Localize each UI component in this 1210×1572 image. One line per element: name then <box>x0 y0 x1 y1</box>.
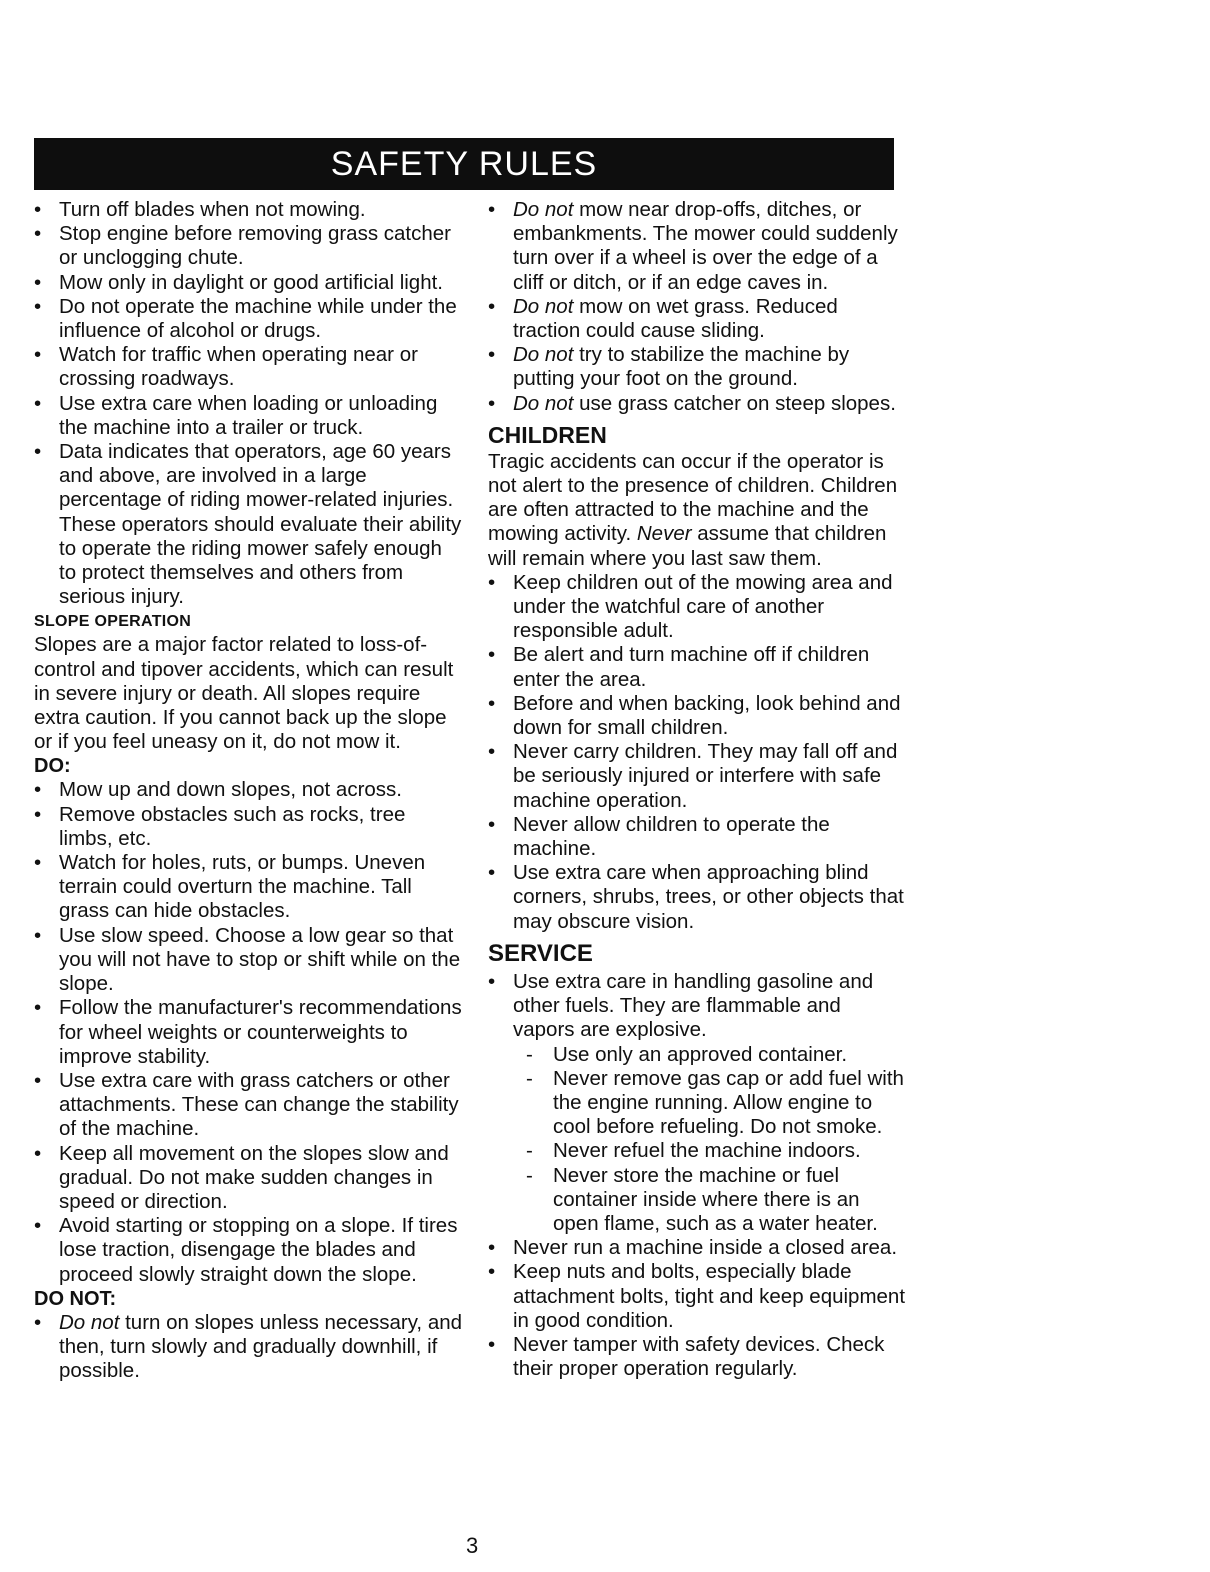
list-item: • Keep children out of the mowing area and under the watchful care of another responsible adult. <box>488 571 906 644</box>
list-item: • Mow only in daylight or good artificial light. <box>34 271 464 295</box>
do-not-list-continued <box>488 198 906 416</box>
list-item <box>488 198 906 295</box>
list-item: • Watch for traffic when operating near or crossing roadways. <box>34 343 464 391</box>
children-text-part-2: assume that children will remain where you last saw them. <box>488 522 887 570</box>
service-fuel-sublist <box>488 1043 906 1237</box>
emphasis: Do not <box>513 343 574 367</box>
list-item <box>488 392 906 416</box>
children-list <box>488 571 906 934</box>
do-not-list <box>34 1311 464 1384</box>
list-item: • Do not operate the machine while under the influence of alcohol or drugs. <box>34 295 464 343</box>
list-item: • Stop engine before removing grass catcher or unclogging chute. <box>34 222 464 270</box>
list-item: • Use extra care when approaching blind corners, shrubs, trees, or other objects that may obscure vision. <box>488 861 906 934</box>
list-item: • Before and when backing, look behind and down for small children. <box>488 692 906 740</box>
list-item <box>488 295 906 343</box>
list-item: • Use extra care with grass catchers or other attachments. These can change the stability of the machine. <box>34 1069 464 1142</box>
list-item: • Use slow speed. Choose a low gear so that you will not have to stop or shift while on the slope. <box>34 924 464 997</box>
slope-operation-text: Slopes are a major factor related to loss-of-control and tipover accidents, which can result in severe injury or death. All slopes require extra caution. If you cannot back up the slope or if you feel uneasy on it, do not mow it. <box>34 633 454 754</box>
list-item: • Never allow children to operate the machine. <box>488 813 906 861</box>
item-text: mow near drop-offs, ditches, or embankments. The mower could suddenly turn over if a wheel is over the edge of a cliff or ditch, or if an edge caves in. <box>513 198 898 294</box>
service-list-continued <box>488 1236 906 1381</box>
list-item: • Never run a machine inside a closed area. <box>488 1236 906 1260</box>
list-item: • Never tamper with safety devices. Check their proper operation regularly. <box>488 1333 906 1381</box>
sub-list-item: - Never remove gas cap or add fuel with the engine running. Allow engine to cool before refueling. Do not smoke. <box>488 1067 906 1140</box>
item-text: mow on wet grass. Reduced traction could cause sliding. <box>513 294 838 343</box>
item-text: turn on slopes unless necessary, and then, turn slowly and gradually downhill, if possible. <box>59 1310 463 1383</box>
do-not-heading: DO NOT: <box>34 1287 117 1310</box>
list-item: • Watch for holes, ruts, or bumps. Uneven terrain could overturn the machine. Tall grass can hide obstacles. <box>34 851 464 924</box>
list-item: • Keep all movement on the slopes slow and gradual. Do not make sudden changes in speed or direction. <box>34 1142 464 1215</box>
emphasis: Do not <box>513 294 574 318</box>
list-item <box>34 1311 464 1384</box>
slope-operation-heading: SLOPE OPERATION <box>34 613 192 631</box>
list-item: • Keep nuts and bolts, especially blade attachment bolts, tight and keep equipment in good condition. <box>488 1260 906 1333</box>
right-column <box>488 198 906 1381</box>
list-item: • Mow up and down slopes, not across. <box>34 778 464 802</box>
sub-list-item: - Never store the machine or fuel container inside where there is an open flame, such as a water heater. <box>488 1164 906 1237</box>
item-text: use grass catcher on steep slopes. <box>573 391 896 415</box>
emphasis: Never <box>636 522 692 546</box>
general-rules-list <box>34 198 464 609</box>
list-item: • Be alert and turn machine off if children enter the area. <box>488 643 906 691</box>
list-item: • Data indicates that operators, age 60 years and above, are involved in a large percentage of riding mower-related injuries. These operators should evaluate their ability to operate the riding mower safely enough to protect themselves and others from serious injury. <box>34 440 464 609</box>
children-heading: CHILDREN <box>488 421 607 448</box>
list-item: • Remove obstacles such as rocks, tree limbs, etc. <box>34 803 464 851</box>
service-heading: SERVICE <box>488 939 593 967</box>
sub-list-item: - Use only an approved container. <box>488 1043 906 1067</box>
list-item <box>488 343 906 391</box>
item-text: try to stabilize the machine by putting your foot on the ground. <box>513 343 850 391</box>
list-item: • Never carry children. They may fall off and be seriously injured or interfere with safe machine operation. <box>488 740 906 813</box>
list-item: • Use extra care in handling gasoline and other fuels. They are flammable and vapors are explosive. <box>488 970 906 1043</box>
emphasis: Do not <box>513 391 574 415</box>
do-heading: DO: <box>34 755 71 778</box>
children-text-part-1: Tragic accidents can occur if the operator is not alert to the presence of children. Children are often attracted to the machine and the mowing activity. <box>488 449 898 546</box>
list-item: • Use extra care when loading or unloading the machine into a trailer or truck. <box>34 392 464 440</box>
do-list <box>34 778 464 1286</box>
sub-list-item: - Never refuel the machine indoors. <box>488 1139 906 1163</box>
children-text <box>488 450 906 571</box>
list-item: • Follow the manufacturer's recommendations for wheel weights or counterweights to improve stability. <box>34 996 464 1069</box>
list-item: • Turn off blades when not mowing. <box>34 198 464 222</box>
left-column <box>34 198 464 1383</box>
emphasis: Do not <box>513 198 574 221</box>
page-title: SAFETY RULES <box>34 138 894 190</box>
list-item: • Avoid starting or stopping on a slope. If tires lose traction, disengage the blades and proceed slowly straight down the slope. <box>34 1214 464 1287</box>
service-list <box>488 970 906 1043</box>
page-number: 3 <box>466 1533 479 1558</box>
emphasis: Do not <box>59 1310 120 1334</box>
